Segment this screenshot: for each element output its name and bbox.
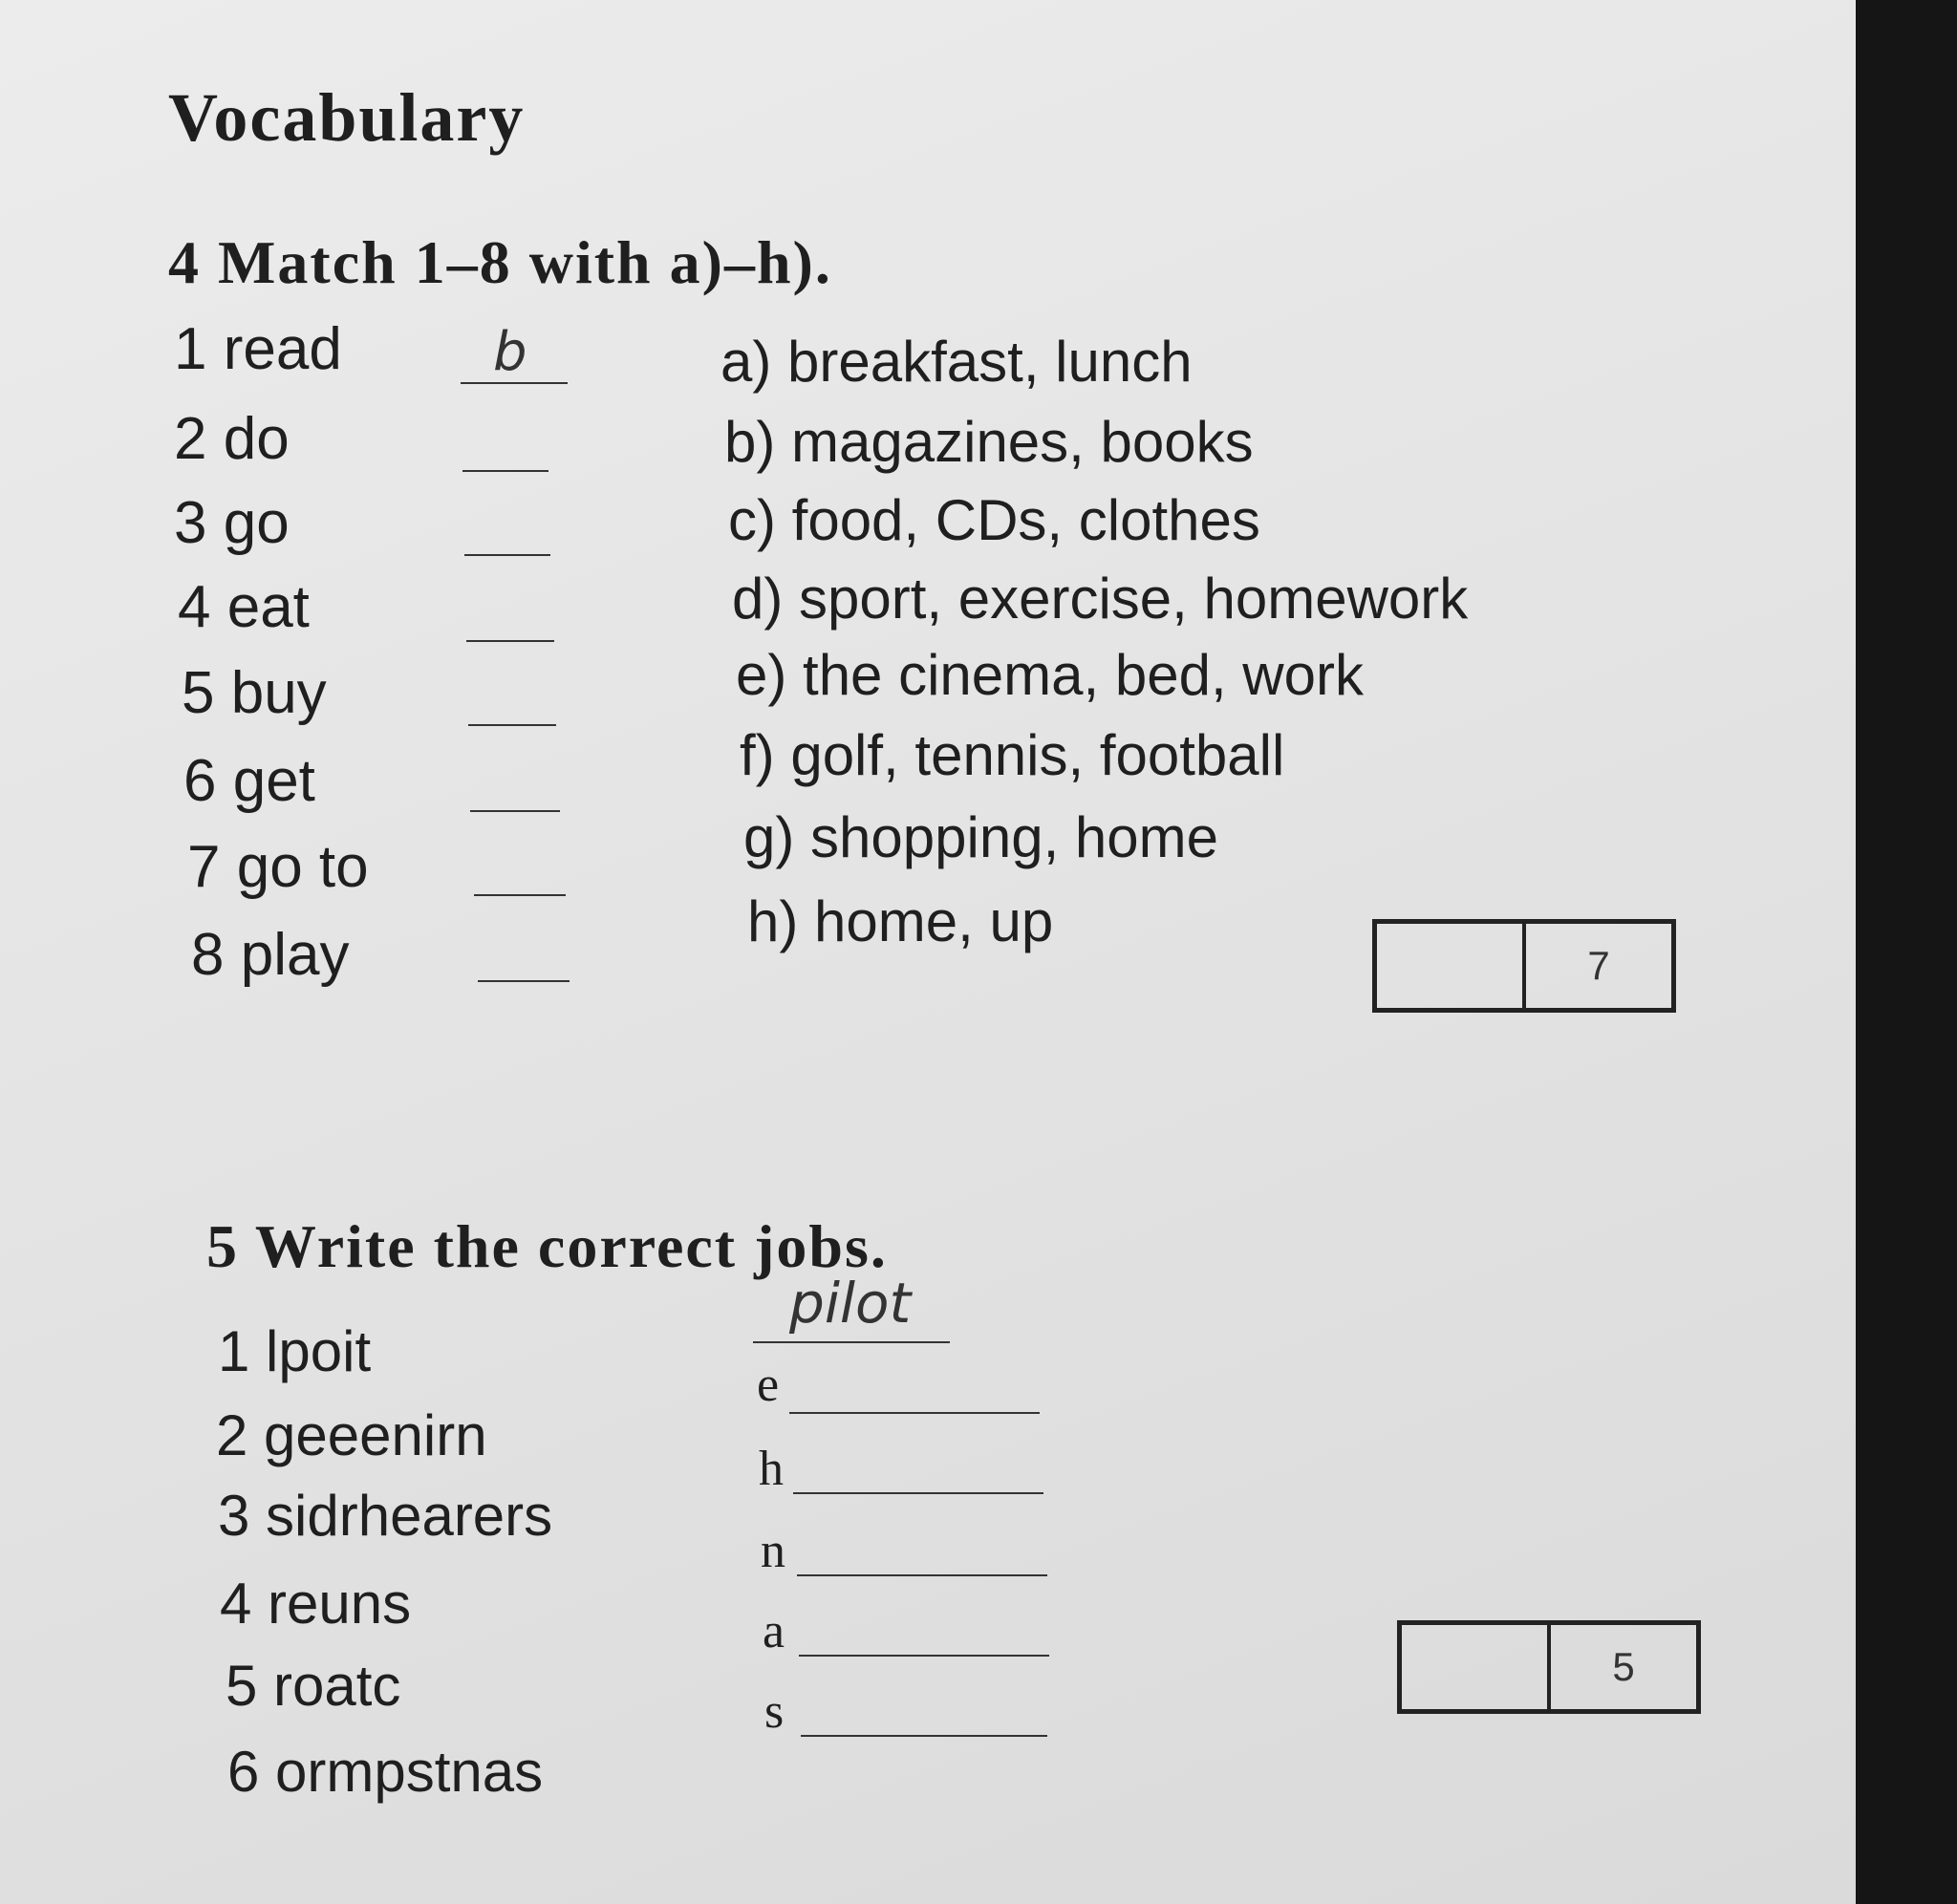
ex5-prefix-3: h	[759, 1442, 784, 1496]
ex5-answer-blank-3[interactable]	[793, 1492, 1043, 1494]
ex5-prefix-2: e	[757, 1358, 780, 1412]
ex5-item-6: 6 ormpstnas	[227, 1740, 544, 1804]
ex4-answer-1: b	[493, 321, 527, 383]
ex4-option-g: g) shopping, home	[743, 805, 1218, 869]
ex5-answer-blank-5[interactable]	[799, 1655, 1049, 1657]
ex5-score-input[interactable]	[1402, 1625, 1551, 1709]
ex5-score-box	[1397, 1620, 1701, 1714]
ex5-prefix-4: n	[761, 1524, 785, 1578]
ex4-option-a: a) breakfast, lunch	[720, 330, 1193, 394]
ex4-item-7: 7 go to	[187, 834, 369, 900]
ex4-option-f: f) golf, tennis, football	[740, 723, 1285, 787]
ex4-item-6: 6 get	[183, 748, 315, 814]
ex4-item-2: 2 do	[174, 406, 290, 472]
ex4-option-b: b) magazines, books	[724, 410, 1254, 474]
ex5-item-5: 5 roatc	[226, 1654, 401, 1718]
ex4-answer-blank-3[interactable]	[464, 554, 550, 556]
ex4-answer-blank-4[interactable]	[466, 640, 554, 642]
ex5-answer-1: pilot	[789, 1271, 912, 1336]
ex4-option-e: e) the cinema, bed, work	[736, 643, 1364, 707]
ex4-item-1: 1 read	[174, 316, 342, 382]
ex5-item-4: 4 reuns	[220, 1572, 412, 1636]
ex5-item-2: 2 geeenirn	[216, 1403, 487, 1467]
ex4-score-box	[1372, 919, 1676, 1013]
ex5-prefix-5: a	[763, 1604, 785, 1658]
ex5-answer-blank-1[interactable]	[753, 1341, 950, 1343]
ex5-prefix-6: s	[764, 1684, 785, 1739]
ex4-answer-blank-6[interactable]	[470, 810, 560, 812]
ex4-item-3: 3 go	[174, 490, 290, 556]
section-title: Vocabulary	[168, 79, 526, 156]
ex4-option-h: h) home, up	[747, 889, 1054, 953]
ex4-item-8: 8 play	[191, 922, 350, 988]
ex4-item-4: 4 eat	[178, 574, 310, 640]
ex4-option-d: d) sport, exercise, homework	[732, 567, 1469, 631]
exercise5-instruction: 5 Write the correct jobs.	[206, 1212, 888, 1280]
ex5-answer-blank-2[interactable]	[789, 1412, 1040, 1414]
ex4-answer-blank-2[interactable]	[462, 470, 548, 472]
ex4-answer-blank-8[interactable]	[478, 980, 570, 982]
ex4-option-c: c) food, CDs, clothes	[728, 488, 1260, 552]
ex4-item-5: 5 buy	[182, 660, 327, 726]
exercise4-instruction: 4 Match 1–8 with a)–h).	[168, 228, 832, 296]
ex5-answer-blank-6[interactable]	[801, 1735, 1047, 1737]
ex4-score-total: 7	[1587, 943, 1610, 988]
ex5-score-total: 5	[1612, 1644, 1635, 1689]
ex4-answer-blank-7[interactable]	[474, 894, 566, 896]
ex5-item-1: 1 lpoit	[218, 1319, 372, 1383]
ex5-item-3: 3 sidrhearers	[218, 1484, 553, 1548]
ex4-score-input[interactable]	[1377, 924, 1526, 1008]
desk-background	[1856, 0, 1957, 1904]
ex4-answer-blank-5[interactable]	[468, 724, 556, 726]
ex5-answer-blank-4[interactable]	[797, 1574, 1047, 1576]
